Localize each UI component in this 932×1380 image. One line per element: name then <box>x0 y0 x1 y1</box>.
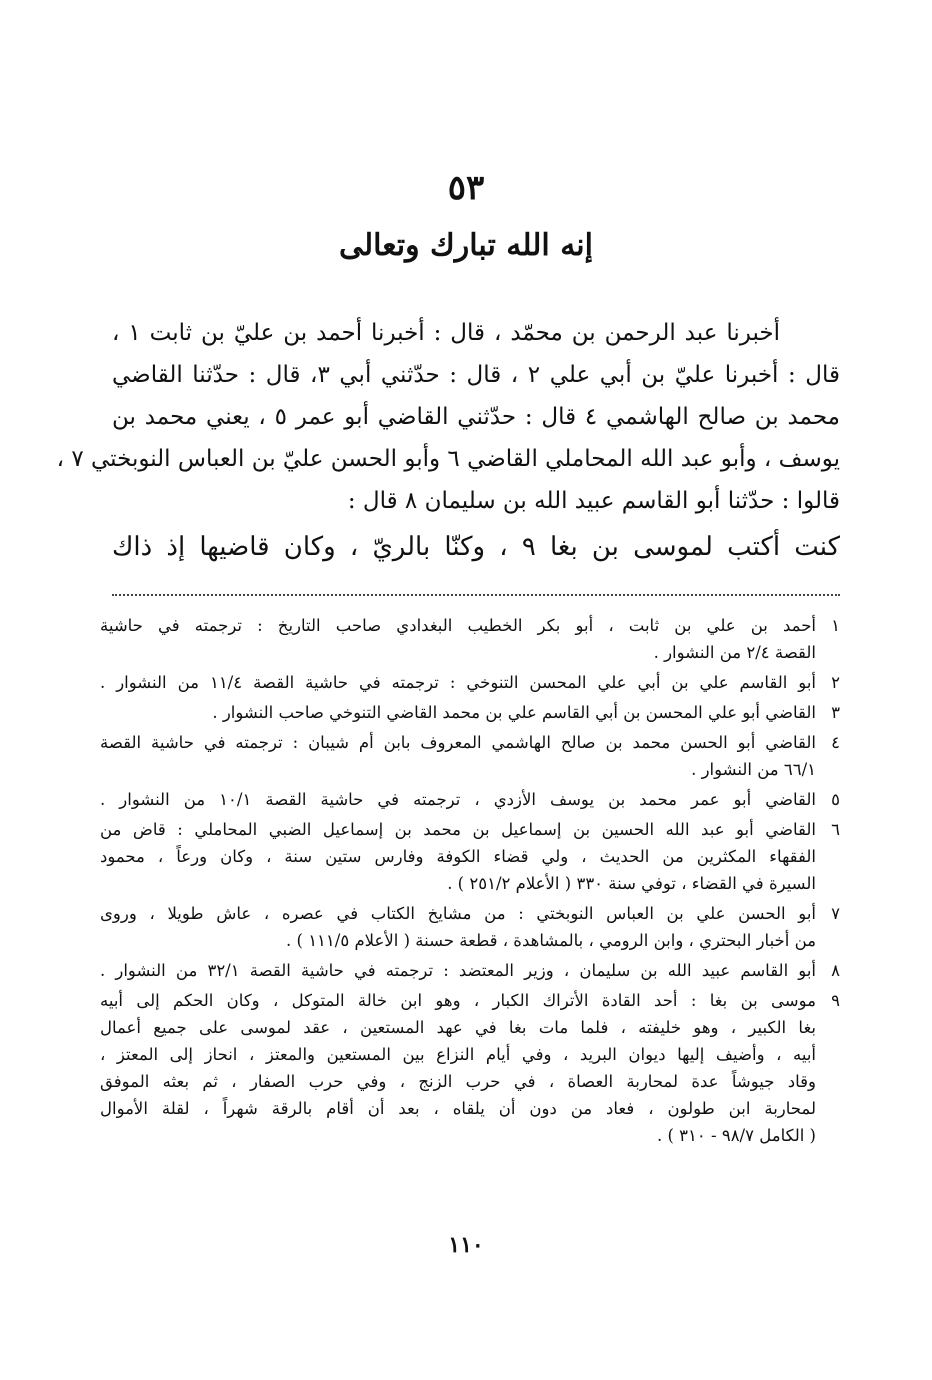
footnote-line: القاضي أبو عبد الله الحسين بن إسماعيل بن محمد بن إسماعيل الضبي المحاملي : قاض من <box>100 820 816 839</box>
footnote-line: أبيه ، وأضيف إليها ديوان البريد ، وفي أيام النزاع بين المستعين والمعتز ، انحاز إلى المعتز ، <box>100 1045 816 1064</box>
footnote-number: ١ <box>831 616 840 635</box>
body-line: قالوا : حدّثنا أبو القاسم عبيد الله بن سليمان ٨ قال : <box>347 488 840 514</box>
footnote-line: أحمد بن علي بن ثابت ، أبو بكر الخطيب البغدادي صاحب التاريخ : ترجمته في حاشية <box>100 616 816 635</box>
footnote-line: وقاد جيوشاً عدة لمحاربة العصاة ، في حرب الزنج ، وفي حرب الصفار ، ثم بعثه الموفق <box>100 1072 816 1091</box>
body-line: يوسف ، وأبو عبد الله المحاملي القاضي ٦ وأبو الحسن عليّ بن العباس النوبختي ٧ ، <box>56 446 840 472</box>
footnote-text <box>100 786 816 813</box>
footnote-number: ٩ <box>831 991 840 1010</box>
footnote-line: لمحاربة ابن طولون ، فعاد من دون أن يلقاه ، بعد أن أقام بالرقة شهراً ، لقلة الأموال <box>100 1099 816 1118</box>
footnote <box>100 987 840 1149</box>
footnote-line: أبو الحسن علي بن العباس النوبختي : من مشايخ الكتاب في عصره ، عاش طويلا ، وروى <box>100 904 816 923</box>
footnote-line: أبو القاسم علي بن أبي علي المحسن التنوخي : ترجمته في حاشية القصة ١١/٤ من النشوار . <box>100 673 816 692</box>
footnote-text <box>100 669 816 696</box>
footnote-text <box>100 612 816 666</box>
footnote <box>100 957 840 984</box>
story-number: ٥٣ <box>447 168 485 208</box>
footnote-line: موسى بن بغا : أحد القادة الأتراك الكبار ، وهو ابن خالة المتوكل ، وكان الحكم إلى أبيه <box>100 991 816 1010</box>
footnote-number: ٤ <box>831 733 840 752</box>
body-line: قال : أخبرنا عليّ بن أبي علي ٢ ، قال : حدّثني أبي ٣، قال : حدّثنا القاضي <box>112 362 840 388</box>
footnote-text <box>100 900 816 954</box>
body-line: محمد بن صالح الهاشمي ٤ قال : حدّثني القاضي أبو عمر ٥ ، يعني محمد بن <box>112 404 840 430</box>
footnote-line: القاضي أبو عمر محمد بن يوسف الأزدي ، ترجمته في حاشية القصة ١٠/١ من النشوار . <box>100 790 817 809</box>
footnote-line: السيرة في القضاء ، توفي سنة ٣٣٠ ( الأعلام ٢٥١/٢ ) . <box>447 874 816 893</box>
footnote-line: القصة ٢/٤ من النشوار . <box>653 643 816 662</box>
footnote-line: الفقهاء المكثرين من الحديث ، ولي قضاء الكوفة وفارس ستين سنة ، وكان ورعاً ، محمود <box>100 847 816 866</box>
footnote-text <box>100 957 816 984</box>
footnote-number: ٥ <box>831 790 840 809</box>
footnote-number: ٨ <box>831 961 840 980</box>
body-line: كنت أكتب لموسى بن بغا ٩ ، وكنّا بالريّ ، وكان قاضيها إذ ذاك <box>112 532 840 562</box>
story-title: إنه الله تبارك وتعالى <box>339 228 593 263</box>
page-number: ١١٠ <box>448 1232 484 1258</box>
footnote-line: من أخبار البحتري ، وابن الرومي ، بالمشاهدة ، قطعة حسنة ( الأعلام ١١١/٥ ) . <box>286 931 816 950</box>
footnote-line: ٦٦/١ من النشوار . <box>691 760 816 779</box>
main-text <box>56 312 840 570</box>
footnote-line: القاضي أبو الحسن محمد بن صالح الهاشمي المعروف بابن أم شيبان : ترجمته في حاشية القصة <box>100 733 816 752</box>
footnote-number: ٦ <box>831 820 840 839</box>
footnote-line: أبو القاسم عبيد الله بن سليمان ، وزير المعتضد : ترجمته في حاشية القصة ٣٢/١ من النشوار . <box>100 961 817 980</box>
footnote-text <box>100 729 816 783</box>
footnote-text <box>100 987 816 1149</box>
footnote <box>100 816 840 897</box>
footnote-line: ( الكامل ٩٨/٧ - ٣١٠ ) . <box>656 1126 816 1145</box>
footnote <box>100 729 840 783</box>
footnote-separator <box>112 594 840 596</box>
footnote <box>100 900 840 954</box>
footnote <box>100 669 840 696</box>
footnotes <box>100 612 840 1152</box>
footnote-text <box>100 699 816 726</box>
footnote-line: القاضي أبو علي المحسن بن أبي القاسم علي بن محمد القاضي التنوخي صاحب النشوار . <box>212 703 816 722</box>
footnote-number: ٧ <box>831 904 840 923</box>
footnote-text <box>100 816 816 897</box>
footnote-number: ٣ <box>831 703 840 722</box>
footnote-line: بغا الكبير ، وهو خليفته ، فلما مات بغا في عهد المستعين ، عقد لموسى على جميع أعمال <box>100 1018 816 1037</box>
footnote <box>100 699 840 726</box>
footnote-number: ٢ <box>831 673 840 692</box>
footnote <box>100 612 840 666</box>
body-line: أخبرنا عبد الرحمن بن محمّد ، قال : أخبرنا أحمد بن عليّ بن ثابت ١ ، <box>112 320 780 346</box>
footnote <box>100 786 840 813</box>
